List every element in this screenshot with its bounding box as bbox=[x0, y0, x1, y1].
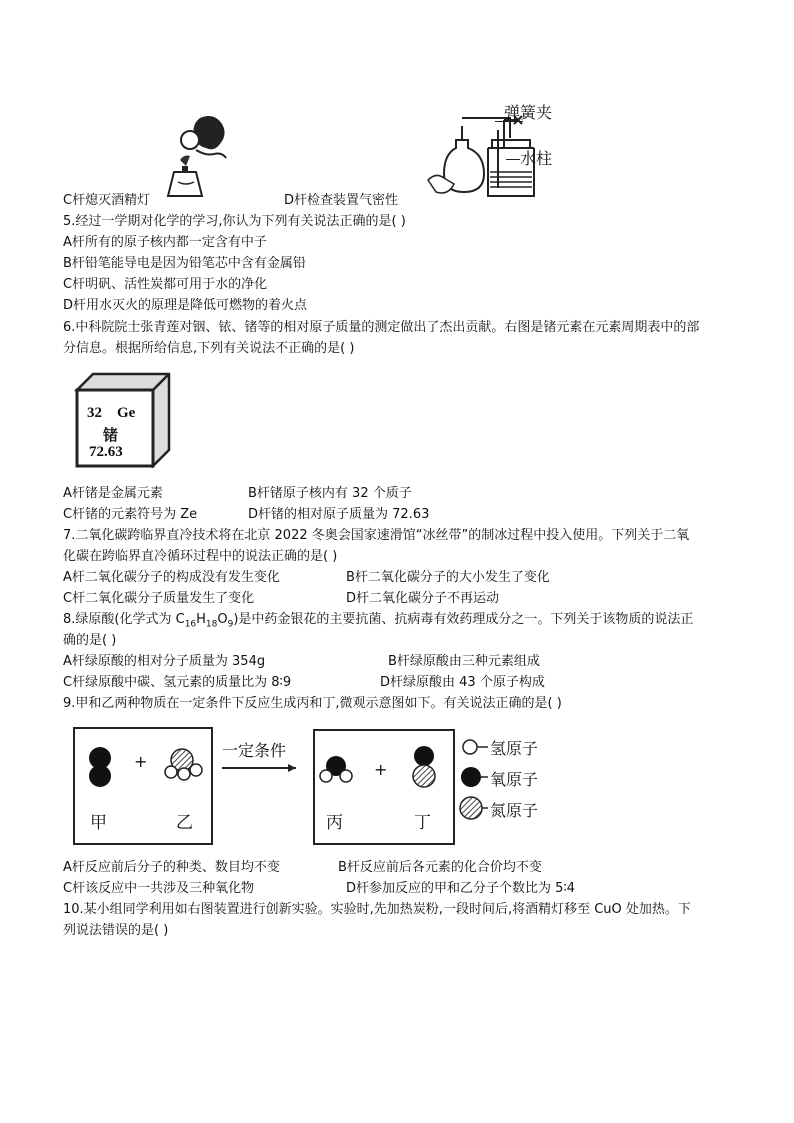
q6-option-a: A杆锗是金属元素 bbox=[63, 486, 163, 501]
q7-option-c: C杆二氧化碳分子质量发生了变化 bbox=[63, 591, 255, 606]
q6-option-d: D杆锗的相对原子质量为 72.63 bbox=[248, 507, 430, 522]
q9-option-d: D杆参加反应的甲和乙分子个数比为 5∶4 bbox=[346, 881, 576, 896]
q4-option-d: D杆检查装置气密性 bbox=[284, 193, 399, 208]
q4-option-c: C杆熄灭酒精灯 bbox=[63, 193, 151, 208]
reaction-microscopic-diagram bbox=[70, 724, 570, 848]
germanium-element-tile bbox=[73, 372, 171, 468]
q5-stem: 5.经过一学期对化学的学习,你认为下列有关说法正确的是( ) bbox=[63, 214, 406, 229]
label-bing: 丙 bbox=[326, 813, 343, 833]
q9-stem: 9.甲和乙两种物质在一定条件下反应生成丙和丁,微观示意图如下。有关说法正确的是( ) bbox=[63, 696, 562, 711]
legend-hydrogen: 氢原子 bbox=[490, 739, 539, 758]
q9-option-b: B杆反应前后各元素的化合价均不变 bbox=[338, 860, 542, 875]
q8-stem-line1: 8.绿原酸(化学式为 $C_{16}H_{18}O_9$)是中药金银花的主要抗菌、抗病毒有效药理成分之一。下列关于该物质的说法正 bbox=[63, 612, 694, 630]
water-column-pointer bbox=[506, 159, 520, 160]
extinguish-lamp-figure bbox=[160, 110, 240, 202]
q7-stem-line1: 7.二氧化碳跨临界直冷技术将在北京 2022 冬奥会国家速滑馆“冰丝带”的制冰过程中投入使用。下列关于二氧 bbox=[63, 528, 690, 543]
water-column-label: 水柱 bbox=[520, 149, 553, 168]
q8-option-d: D杆绿原酸由 43 个原子构成 bbox=[380, 675, 545, 690]
q7-stem-line2: 化碳在跨临界直冷循环过程中的说法正确的是( ) bbox=[63, 549, 338, 564]
legend-nitrogen: 氮原子 bbox=[490, 801, 539, 820]
label-ding: 丁 bbox=[414, 813, 431, 833]
q8-option-b: B杆绿原酸由三种元素组成 bbox=[388, 654, 540, 669]
element-number: 32 bbox=[87, 405, 102, 421]
element-symbol: Ge bbox=[117, 405, 136, 421]
q8-stem-line2: 确的是( ) bbox=[63, 633, 117, 648]
q9-option-c: C杆该反应中一共涉及三种氧化物 bbox=[63, 881, 255, 896]
element-mass: 72.63 bbox=[89, 444, 123, 460]
plus-sign-left: + bbox=[134, 752, 148, 771]
legend-oxygen: 氧原子 bbox=[490, 770, 539, 789]
q10-stem-line1: 10.某小组同学利用如右图装置进行创新实验。实验时,先加热炭粉,一段时间后,将酒精灯移至 CuO 处加热。下 bbox=[63, 902, 691, 917]
reaction-condition: 一定条件 bbox=[222, 741, 287, 760]
q6-stem-line1: 6.中科院院士张青莲对铟、铱、锗等的相对原子质量的测定做出了杰出贡献。右图是锗元素在元素周期表中的部 bbox=[63, 320, 700, 335]
q6-option-b: B杆锗原子核内有 32 个质子 bbox=[248, 486, 412, 501]
q6-option-c: C杆锗的元素符号为 Ze bbox=[63, 507, 198, 522]
element-name: 锗 bbox=[103, 426, 119, 444]
spring-clip-pointer bbox=[495, 121, 523, 122]
q7-option-b: B杆二氧化碳分子的大小发生了变化 bbox=[346, 570, 550, 585]
q10-stem-line2: 列说法错误的是( ) bbox=[63, 923, 169, 938]
q7-option-d: D杆二氧化碳分子不再运动 bbox=[346, 591, 500, 606]
q8-option-a: A杆绿原酸的相对分子质量为 354g bbox=[63, 654, 266, 669]
q9-option-a: A杆反应前后分子的种类、数目均不变 bbox=[63, 860, 280, 875]
plus-sign-right: + bbox=[374, 760, 388, 779]
q5-option-b: B杆铅笔能导电是因为铅笔芯中含有金属铅 bbox=[63, 256, 306, 271]
spring-clip-label: 弹簧夹 bbox=[504, 103, 553, 122]
q6-stem-line2: 分信息。根据所给信息,下列有关说法不正确的是( ) bbox=[63, 341, 355, 356]
q8-option-c: C杆绿原酸中碳、氢元素的质量比为 8∶9 bbox=[63, 675, 292, 690]
q5-option-a: A杆所有的原子核内都一定含有中子 bbox=[63, 235, 267, 250]
label-yi: 乙 bbox=[176, 813, 193, 833]
q7-option-a: A杆二氧化碳分子的构成没有发生变化 bbox=[63, 570, 280, 585]
q5-option-d: D杆用水灭火的原理是降低可燃物的着火点 bbox=[63, 298, 308, 313]
q5-option-c: C杆明矾、活性炭都可用于水的净化 bbox=[63, 277, 268, 292]
label-jia: 甲 bbox=[90, 813, 107, 833]
